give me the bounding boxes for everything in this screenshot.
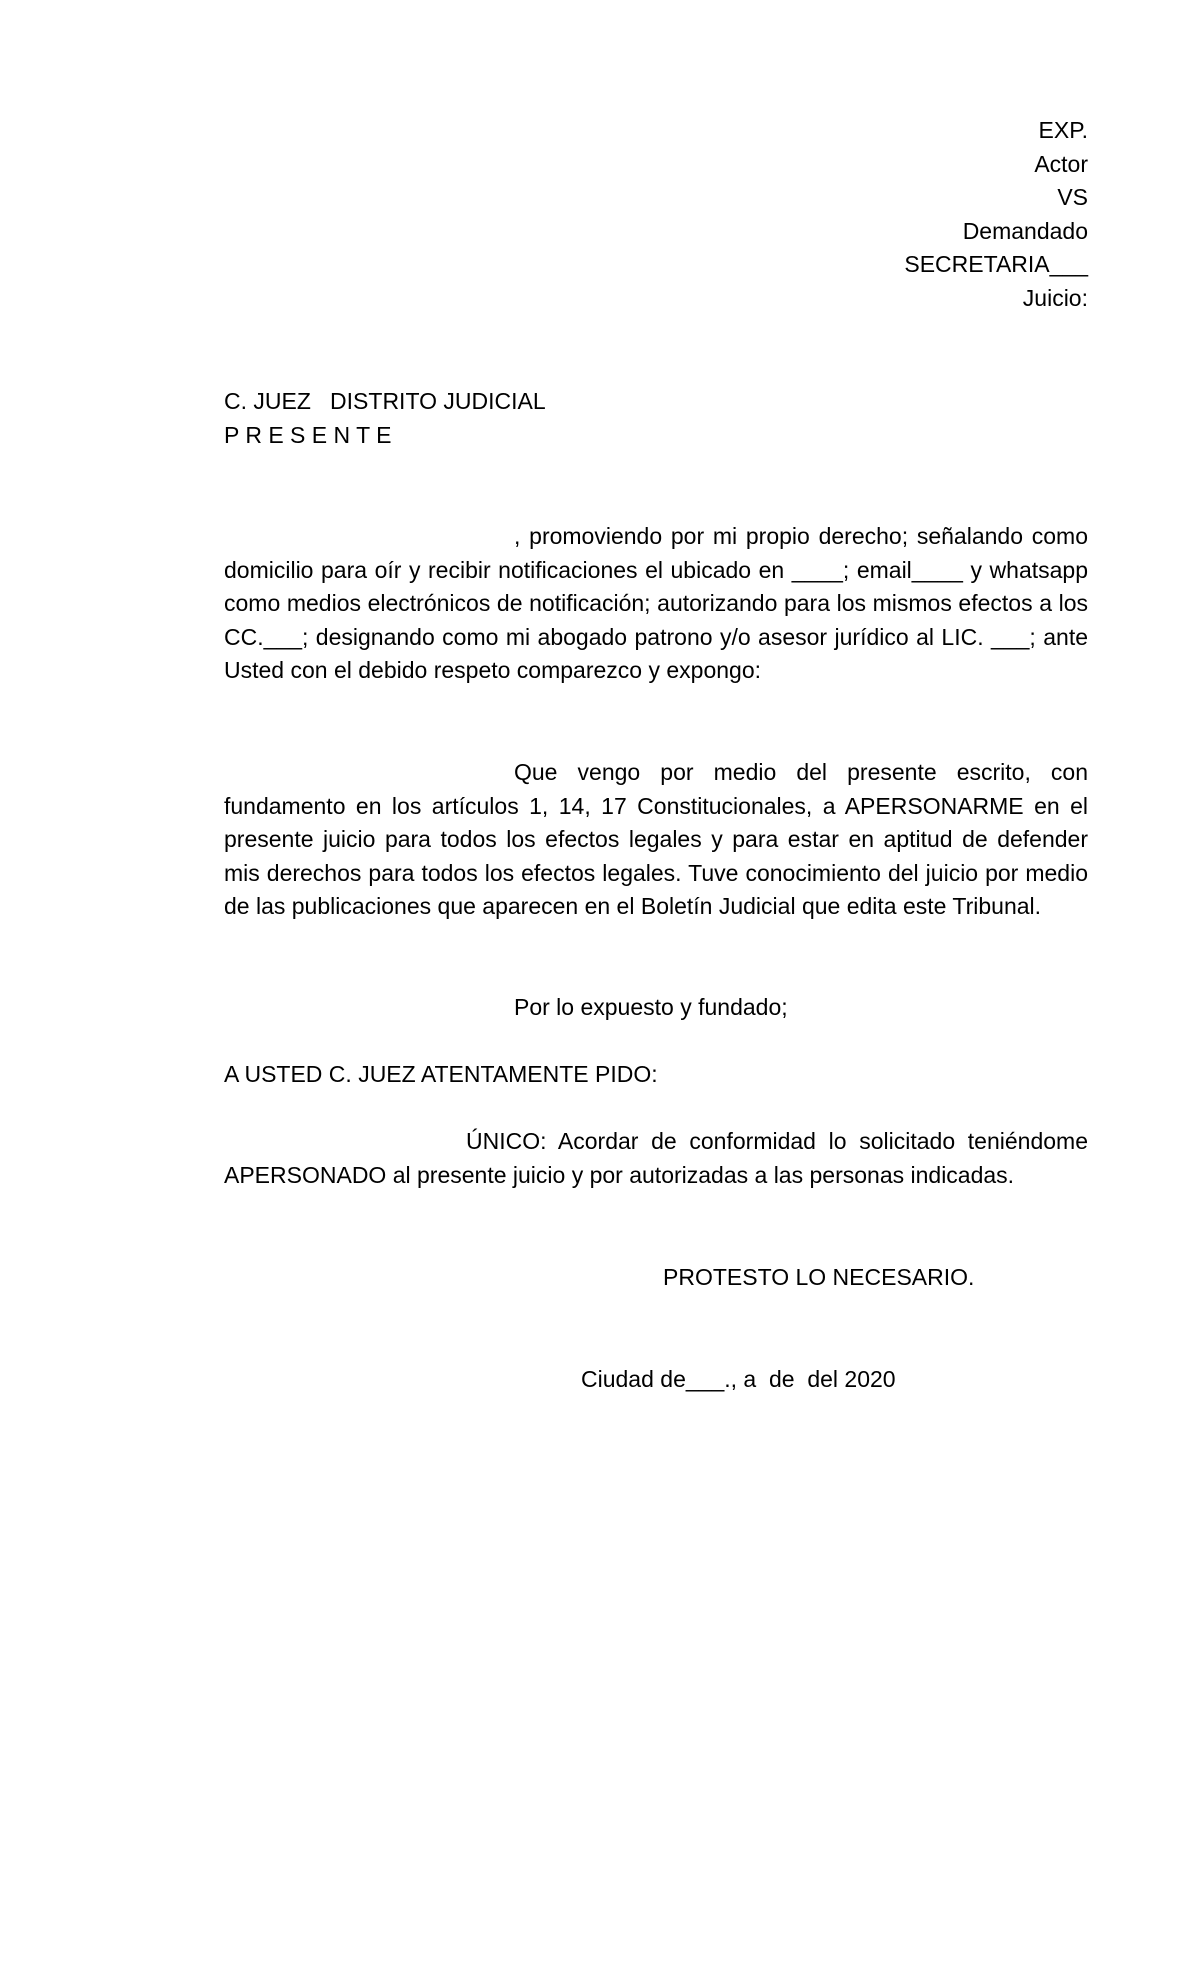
expediente-label: EXP. <box>1038 117 1088 143</box>
paragraph-unico: ÚNICO: Acordar de conformidad lo solicitado teniéndome APERSONADO al presente juicio y por autorizadas a las personas indicadas. <box>224 1128 1088 1188</box>
paragraph-apersonarme: Que vengo por medio del presente escrito, con fundamento en los artículos 1, 14, 17 Constitucionales, a APERSONARME en el presente juicio para todos los efectos legales y para estar en aptitud de defender mis derechos para todos los efectos legales. Tuve conocimiento del juicio por medio de las publicaciones que aparecen en el Boletín Judicial que edita este Tribunal. <box>224 759 1088 919</box>
actor-label: Actor <box>1034 150 1088 177</box>
por-lo-expuesto: Por lo expuesto y fundado; <box>514 994 788 1020</box>
protesto-line: PROTESTO LO NECESARIO. <box>663 1264 975 1290</box>
juicio-label: Juicio: <box>1022 284 1088 311</box>
paragraph-promoviendo: , promoviendo por mi propio derecho; señalando como domicilio para oír y recibir notificaciones el ubicado en ____; email____ y whatsapp como medios electrónicos de notificación; autorizando para los mismos efectos a los CC.___; designando como mi abogado patrono y/o asesor jurídico al LIC. ___; ante Usted con el debido respeto comparezco y expongo: <box>224 523 1088 683</box>
place-date-line: Ciudad de___., a de del 2020 <box>581 1366 896 1392</box>
case-header <box>904 114 1088 315</box>
addressee-judge: C. JUEZ DISTRITO JUDICIAL <box>224 388 546 414</box>
addressee <box>224 385 546 452</box>
secretaria-label: SECRETARIA___ <box>904 251 1088 277</box>
vs-label: VS <box>1057 184 1088 210</box>
addressee-presente: P R E S E N T E <box>224 421 392 448</box>
demandado-label: Demandado <box>962 217 1088 244</box>
petition-heading: A USTED C. JUEZ ATENTAMENTE PIDO: <box>224 1061 658 1087</box>
